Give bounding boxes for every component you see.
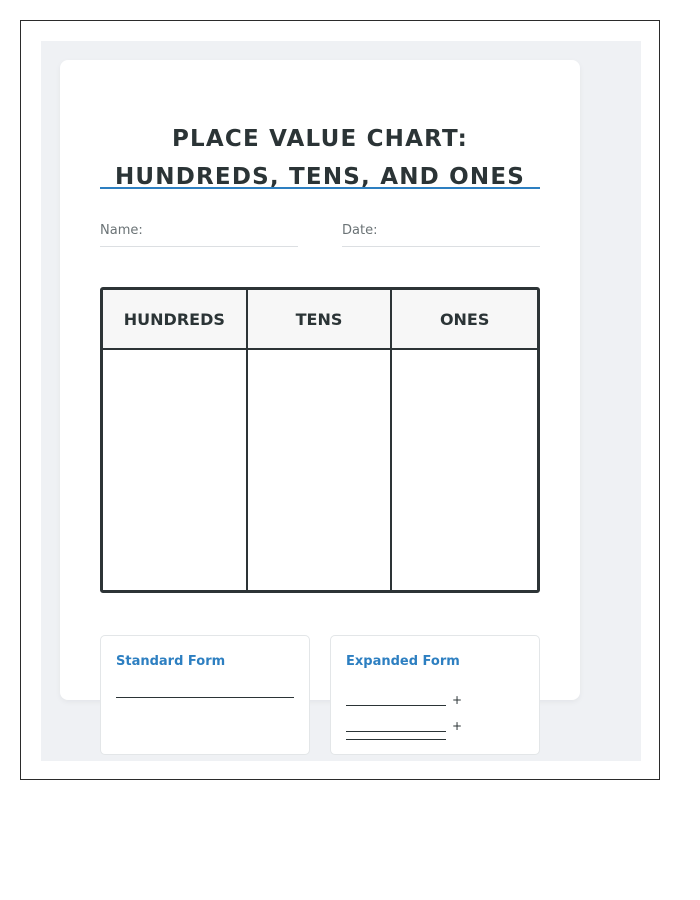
- date-field[interactable]: [342, 246, 540, 247]
- ones-cell[interactable]: [392, 350, 537, 590]
- column-header-hundreds: HUNDREDS: [103, 290, 248, 350]
- worksheet-title: PLACE VALUE CHART: HUNDREDS, TENS, AND ONES: [114, 126, 526, 190]
- standard-form-answer-line[interactable]: [116, 697, 294, 698]
- hundreds-cell[interactable]: [103, 350, 248, 590]
- place-value-table: [100, 287, 540, 593]
- standard-form-title: Standard Form: [116, 654, 226, 669]
- name-label: Name:: [100, 223, 143, 238]
- plus-sign-1: +: [452, 693, 463, 707]
- tens-cell[interactable]: [248, 350, 393, 590]
- expanded-form-blank-2[interactable]: [346, 731, 446, 732]
- expanded-form-blank-3[interactable]: [346, 739, 446, 740]
- standard-form-box: [100, 635, 310, 755]
- title-underline: [100, 187, 540, 189]
- column-header-tens: TENS: [248, 290, 393, 350]
- expanded-form-title: Expanded Form: [346, 654, 460, 669]
- date-label: Date:: [342, 223, 378, 238]
- name-field[interactable]: [100, 246, 298, 247]
- expanded-form-box: [330, 635, 540, 755]
- column-header-ones: ONES: [392, 290, 537, 350]
- expanded-form-blank-1[interactable]: [346, 705, 446, 706]
- plus-sign-2: +: [452, 719, 463, 733]
